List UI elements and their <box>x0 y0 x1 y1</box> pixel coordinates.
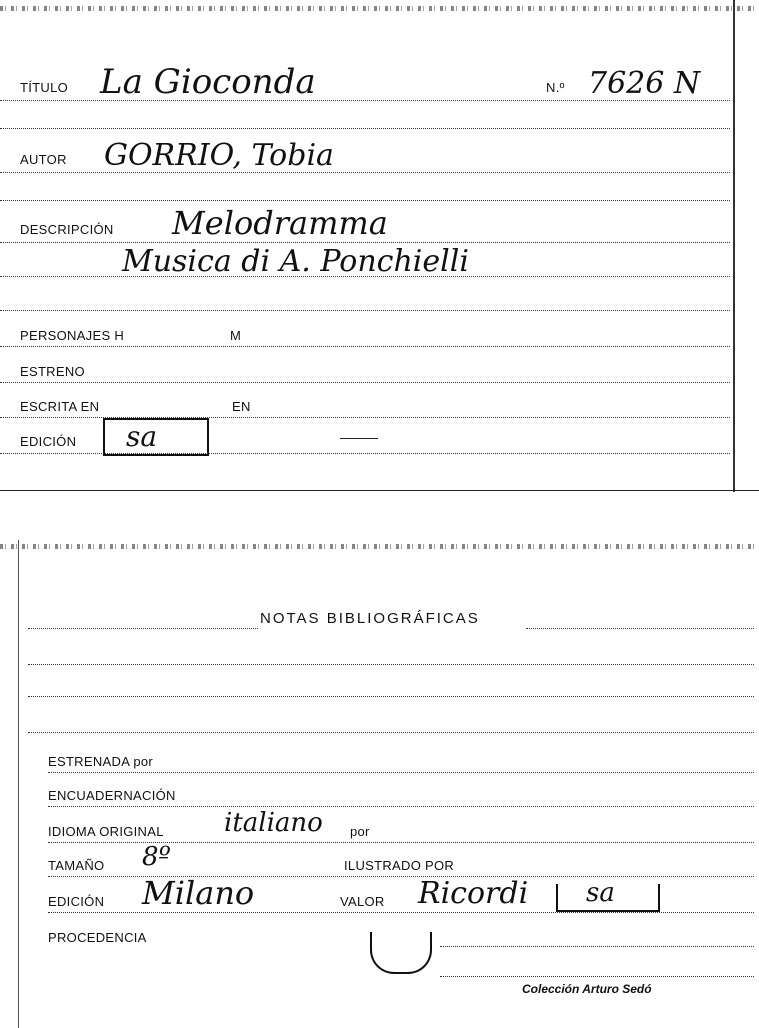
personajes-m-label: M <box>230 328 242 343</box>
catalog-card-back <box>0 540 759 1028</box>
notas-title: NOTAS BIBLIOGRÁFICAS <box>260 610 480 627</box>
autor-label: AUTOR <box>20 152 67 167</box>
valor-label: VALOR <box>340 894 385 909</box>
descripcion-line <box>0 242 730 243</box>
edicion-line <box>48 912 754 913</box>
notas-line-right <box>526 628 754 629</box>
numero-value: 7626 N <box>588 66 701 101</box>
valor-bracket-value: sa <box>586 878 615 908</box>
collection-footer: Colección Arturo Sedó <box>522 982 652 996</box>
idioma-label: IDIOMA ORIGINAL <box>48 824 164 839</box>
edicion-value: Milano <box>142 874 255 912</box>
rule-line <box>0 128 730 129</box>
catalog-card-front <box>0 0 759 492</box>
notas-line <box>28 664 754 665</box>
tamano-label: TAMAÑO <box>48 858 105 873</box>
titulo-label: TÍTULO <box>20 80 69 95</box>
estreno-line <box>0 382 730 383</box>
notas-line <box>28 696 754 697</box>
personajes-label: PERSONAJES H <box>20 328 125 343</box>
valor-value: Ricordi <box>418 876 529 911</box>
descripcion-line2: Musica di A. Ponchielli <box>122 244 469 279</box>
tamano-value: 8º <box>142 842 171 872</box>
idioma-por-label: por <box>350 824 370 839</box>
estreno-label: ESTRENO <box>20 364 85 379</box>
card-top-edge <box>0 544 759 549</box>
encuadernacion-label: ENCUADERNACIÓN <box>48 788 176 803</box>
notas-line-left <box>28 628 258 629</box>
escrita-en-label: EN <box>232 399 251 414</box>
procedencia-line <box>440 946 754 947</box>
edicion-value: sa <box>126 420 158 453</box>
notas-line <box>28 732 754 733</box>
card-bottom-edge <box>0 490 759 491</box>
personajes-line <box>0 346 730 347</box>
card-right-edge <box>733 0 735 492</box>
rule-line <box>440 976 754 977</box>
rule-line <box>0 276 730 277</box>
edicion-label: EDICIÓN <box>20 434 77 449</box>
titulo-line <box>0 100 730 101</box>
encuadernacion-line <box>48 806 754 807</box>
rule-line <box>0 200 730 201</box>
autor-line <box>0 172 730 173</box>
descripcion-line1: Melodramma <box>172 204 388 242</box>
autor-value: GORRIO, Tobia <box>104 138 334 173</box>
estrenada-line <box>48 772 754 773</box>
edicion-line <box>0 453 730 454</box>
descripcion-label: DESCRIPCIÓN <box>20 222 114 237</box>
ilustrado-label: ILUSTRADO POR <box>344 858 455 873</box>
rule-line <box>0 310 730 311</box>
titulo-value: La Gioconda <box>100 62 316 102</box>
idioma-value: italiano <box>224 808 323 838</box>
card-left-edge <box>18 540 19 1028</box>
procedencia-label: PROCEDENCIA <box>48 930 147 945</box>
numero-label: N.º <box>546 80 565 95</box>
edicion-label: EDICIÓN <box>48 894 105 909</box>
card-top-edge <box>0 6 759 11</box>
escrita-label: ESCRITA EN <box>20 399 100 414</box>
pen-stroke <box>340 438 378 439</box>
estrenada-label: ESTRENADA por <box>48 754 154 769</box>
handwritten-mark <box>370 932 432 974</box>
